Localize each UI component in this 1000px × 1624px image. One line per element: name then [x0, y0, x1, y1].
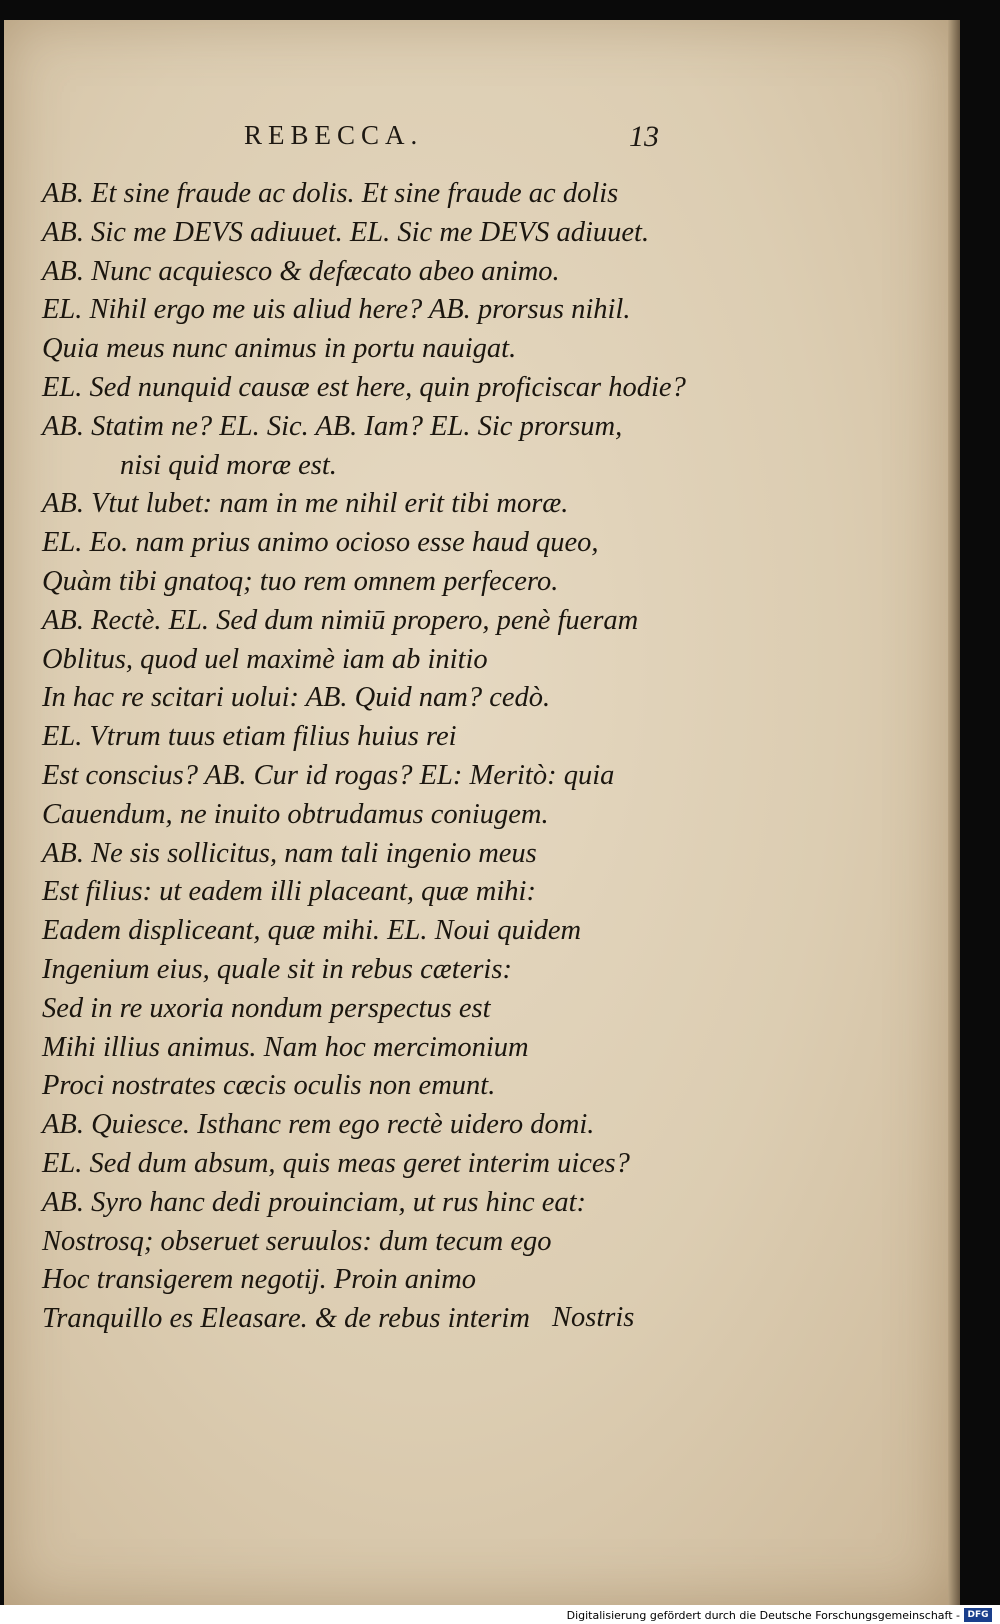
text-line: AB. Nunc acquiesco & defæcato abeo animo. — [42, 255, 560, 287]
text-line: AB. Vtut lubet: nam in me nihil erit tibi moræ. — [42, 488, 569, 520]
text-line: Sed in re uxoria nondum perspectus est — [42, 992, 491, 1024]
running-head: REBECCA. — [244, 120, 424, 150]
text-line: Oblitus, quod uel maximè iam ab initio — [42, 643, 488, 675]
text-line: AB. Sic me DEVS adiuuet. EL. Sic me DEVS adiuuet. — [42, 216, 650, 248]
text-line: Proci nostrates cæcis oculis non emunt. — [42, 1070, 496, 1102]
dfg-logo: DFG — [964, 1608, 992, 1622]
text-line: Quàm tibi gnatoq; tuo rem omnem perfecero. — [42, 565, 559, 597]
text-line: Hoc transigerem negotij. Proin animo — [42, 1264, 477, 1296]
text-line: AB. Et sine fraude ac dolis. Et sine fraude ac dolis — [42, 178, 619, 209]
page-number: 13 — [629, 120, 659, 153]
text-line: nisi quid moræ est. — [120, 449, 337, 481]
verse-text — [42, 175, 686, 1339]
text-line: EL. Vtrum tuus etiam filius huius rei — [42, 721, 457, 753]
text-line: Est conscius? AB. Cur id rogas? EL: Meritò: quia — [42, 759, 615, 791]
text-line: Ingenium eius, quale sit in rebus cæteris: — [42, 953, 512, 985]
text-line: EL. Sed dum absum, quis meas geret interim uices? — [42, 1147, 630, 1179]
text-line: EL. Nihil ergo me uis aliud here? AB. prorsus nihil. — [42, 294, 631, 326]
text-line: Nostrosq; obseruet seruulos: dum tecum ego — [42, 1225, 552, 1257]
text-line: Eadem displiceant, quæ mihi. EL. Noui quidem — [42, 915, 582, 947]
text-line: AB. Rectè. EL. Sed dum nimiū propero, penè fueram — [42, 604, 639, 636]
text-line: AB. Statim ne? EL. Sic. AB. Iam? EL. Sic prorsum, — [42, 410, 623, 442]
page-edge — [948, 20, 960, 1605]
text-line: AB. Ne sis sollicitus, nam tali ingenio meus — [42, 837, 537, 869]
text-line: AB. Syro hanc dedi prouinciam, ut rus hinc eat: — [42, 1186, 587, 1218]
text-line: EL. Eo. nam prius animo ocioso esse haud queo, — [42, 527, 599, 559]
catchword: Nostris — [552, 1302, 635, 1333]
funding-credit: Digitalisierung gefördert durch die Deutsche Forschungsgemeinschaft - — [566, 1609, 960, 1622]
text-line: EL. Sed nunquid causæ est here, quin proficiscar hodie? — [42, 371, 686, 403]
text-line: In hac re scitari uolui: AB. Quid nam? cedò. — [42, 682, 551, 714]
text-line: Cauendum, ne inuito obtrudamus coniugem. — [42, 798, 549, 830]
digitization-footer — [0, 1605, 1000, 1624]
text-line: Est filius: ut eadem illi placeant, quæ mihi: — [42, 876, 536, 908]
text-line: AB. Quiesce. Isthanc rem ego rectè uidero domi. — [42, 1109, 595, 1141]
text-line: Mihi illius animus. Nam hoc mercimonium — [42, 1031, 529, 1063]
text-line: Quia meus nunc animus in portu nauigat. — [42, 333, 517, 365]
book-page — [4, 20, 948, 1605]
text-line: Tranquillo es Eleasare. & de rebus interim — [42, 1303, 530, 1335]
